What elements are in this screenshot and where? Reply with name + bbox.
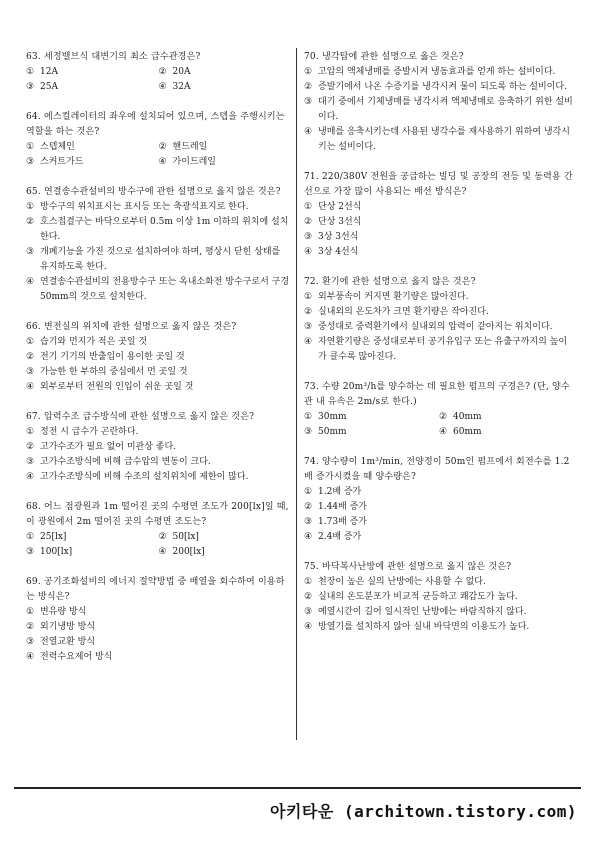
- answer-option[interactable]: [304, 215, 574, 230]
- footer-site-credit[interactable]: 아키타운 (architown.tistory.com): [269, 802, 577, 821]
- question-stem: 70. 냉각탑에 관한 설명으로 옳은 것은?: [304, 52, 464, 62]
- question-stem: 72. 환기에 관한 설명으로 옳지 않은 것은?: [304, 277, 476, 287]
- answer-option[interactable]: [26, 350, 291, 365]
- option-text: 3상 3선식: [318, 232, 359, 242]
- answer-options: [304, 290, 574, 365]
- answer-option[interactable]: [304, 290, 574, 305]
- question-stem: 65. 연결송수관설비의 방수구에 관한 설명으로 옳지 않은 것은?: [26, 187, 281, 197]
- column-divider: [296, 48, 297, 740]
- option-text: 증발기에서 나온 수증기를 냉각시켜 물이 되도록 하는 설비이다.: [318, 82, 567, 92]
- answer-option[interactable]: [26, 635, 291, 650]
- left-column: [26, 50, 291, 680]
- answer-options: [304, 410, 574, 440]
- option-text: 30mm: [318, 412, 347, 422]
- option-text: 25A: [40, 82, 58, 92]
- option-text: 실내외의 온도차가 크면 환기량은 작아진다.: [318, 307, 489, 317]
- question-stem: 74. 양수량이 1m³/min, 전양정이 50m인 펌프에서 회전수를 1.2배 증가시켰을 때 양수량은?: [304, 457, 570, 482]
- option-number: ④: [439, 427, 448, 437]
- answer-option[interactable]: [26, 155, 159, 170]
- option-text: 1.2배 증가: [318, 487, 362, 497]
- answer-option[interactable]: [304, 230, 574, 245]
- option-text: 1.73배 증가: [318, 517, 367, 527]
- answer-option[interactable]: [159, 140, 292, 155]
- answer-options: [304, 485, 574, 545]
- answer-option[interactable]: [26, 275, 291, 305]
- option-number: ③: [26, 247, 35, 257]
- question-stem: 66. 변전실의 위치에 관한 설명으로 옳지 않은 것은?: [26, 322, 237, 332]
- option-text: 40mm: [453, 412, 482, 422]
- option-text: 고가수조방식에 비해 수조의 설치위치에 제한이 많다.: [40, 472, 249, 482]
- option-number: ③: [26, 637, 35, 647]
- option-number: ②: [158, 142, 167, 152]
- option-text: 전력수요제어 방식: [40, 652, 113, 662]
- option-text: 실내의 온도분포가 비교적 균등하고 쾌감도가 높다.: [318, 592, 518, 602]
- answer-option[interactable]: [26, 365, 291, 380]
- answer-option[interactable]: [159, 80, 292, 95]
- option-text: 고압의 액체냉매를 증발시켜 냉동효과를 얻게 하는 설비이다.: [318, 67, 556, 77]
- answer-option[interactable]: [304, 515, 574, 530]
- answer-option[interactable]: [304, 125, 574, 155]
- option-number: ②: [304, 592, 313, 602]
- option-number: ④: [304, 337, 313, 347]
- answer-option[interactable]: [26, 530, 159, 545]
- answer-option[interactable]: [159, 155, 292, 170]
- answer-options: [26, 530, 291, 560]
- option-number: ③: [26, 367, 35, 377]
- option-text: 전열교환 방식: [40, 637, 96, 647]
- option-number: ④: [158, 157, 167, 167]
- option-number: ①: [304, 292, 313, 302]
- answer-option[interactable]: [26, 425, 291, 440]
- option-number: ②: [439, 412, 448, 422]
- option-number: ①: [26, 337, 35, 347]
- answer-option[interactable]: [304, 245, 574, 260]
- option-text: 12A: [40, 67, 58, 77]
- answer-option[interactable]: [304, 620, 574, 635]
- answer-option[interactable]: [304, 575, 574, 590]
- option-number: ①: [26, 427, 35, 437]
- answer-option[interactable]: [26, 140, 159, 155]
- option-text: 자연환기량은 중성대로부터 공기유입구 또는 유출구까지의 높이가 클수록 많아진다.: [318, 337, 568, 362]
- option-number: ①: [26, 202, 35, 212]
- answer-options: [304, 575, 574, 635]
- option-text: 50[lx]: [172, 532, 199, 542]
- answer-option[interactable]: [304, 590, 574, 605]
- question-stem: 68. 어느 점광원과 1m 떨어진 곳의 수평면 조도가 200[lx]일 때, 이 광원에서 2m 떨어진 곳의 수평면 조도는?: [26, 502, 289, 527]
- question-item: [304, 170, 574, 260]
- option-number: ④: [304, 622, 313, 632]
- option-text: 단상 3선식: [318, 217, 362, 227]
- option-text: 3상 4선식: [318, 247, 359, 257]
- option-number: ③: [26, 547, 35, 557]
- option-text: 외기냉방 방식: [40, 622, 96, 632]
- option-number: ④: [26, 277, 35, 287]
- answer-option[interactable]: [304, 335, 574, 365]
- option-text: 핸드레일: [172, 142, 208, 152]
- option-text: 습기와 먼지가 적은 곳일 것: [40, 337, 148, 347]
- option-text: 예열시간이 길어 일시적인 난방에는 바람직하지 않다.: [318, 607, 527, 617]
- answer-option[interactable]: [26, 440, 291, 455]
- option-number: ①: [26, 67, 35, 77]
- option-text: 고가수조방식에 비해 급수압의 변동이 크다.: [40, 457, 211, 467]
- option-number: ③: [26, 457, 35, 467]
- option-text: 방열기를 설치하지 않아 실내 바닥면의 이용도가 높다.: [318, 622, 530, 632]
- option-text: 스커트가드: [40, 157, 84, 167]
- question-item: [26, 185, 291, 305]
- option-text: 2.4배 증가: [318, 532, 362, 542]
- answer-option[interactable]: [26, 80, 159, 95]
- option-text: 외부풍속이 커지면 환기량은 많아진다.: [318, 292, 469, 302]
- option-text: 단상 2선식: [318, 202, 362, 212]
- option-number: ④: [304, 532, 313, 542]
- answer-option[interactable]: [26, 620, 291, 635]
- option-number: ①: [26, 532, 35, 542]
- option-text: 25[lx]: [40, 532, 67, 542]
- answer-options: [26, 200, 291, 305]
- option-text: 중성대로 중력환기에서 실내외의 압력이 같아지는 위치이다.: [318, 322, 553, 332]
- option-number: ③: [304, 322, 313, 332]
- answer-option[interactable]: [304, 500, 574, 515]
- answer-option[interactable]: [159, 65, 292, 80]
- answer-options: [304, 200, 574, 260]
- option-number: ①: [304, 202, 313, 212]
- answer-option[interactable]: [26, 335, 291, 350]
- question-stem: 71. 220/380V 전원을 공급하는 빌딩 및 공장의 전등 및 동력용 간선으로 가장 많이 사용되는 배선 방식은?: [304, 172, 573, 197]
- option-number: ④: [304, 247, 313, 257]
- option-text: 50mm: [318, 427, 347, 437]
- option-number: ③: [304, 427, 313, 437]
- question-item: [26, 320, 291, 395]
- footer-rule: [14, 787, 581, 789]
- option-number: ②: [304, 307, 313, 317]
- answer-option[interactable]: [26, 65, 159, 80]
- option-number: ④: [304, 127, 313, 137]
- question-stem: 63. 세정밸브식 대변기의 최소 급수관경은?: [26, 52, 201, 62]
- answer-option[interactable]: [159, 530, 292, 545]
- option-text: 60mm: [453, 427, 482, 437]
- answer-option[interactable]: [26, 650, 291, 665]
- option-text: 외부로부터 전원의 인입이 쉬운 곳일 것: [40, 382, 194, 392]
- option-number: ②: [158, 67, 167, 77]
- question-item: [304, 380, 574, 440]
- question-item: [26, 410, 291, 485]
- option-text: 정전 시 급수가 곤란하다.: [40, 427, 139, 437]
- option-number: ③: [304, 232, 313, 242]
- option-number: ②: [304, 217, 313, 227]
- answer-option[interactable]: [304, 605, 574, 620]
- option-text: 1.44배 증가: [318, 502, 367, 512]
- option-text: 100[lx]: [40, 547, 73, 557]
- right-column: [304, 50, 574, 650]
- option-number: ④: [26, 382, 35, 392]
- answer-option[interactable]: [26, 470, 291, 485]
- question-item: [26, 110, 291, 170]
- question-stem: 73. 수량 20m³/h를 양수하는 데 필요한 펌프의 구경은? (단, 양수관 내 유속은 2m/s로 한다.): [304, 382, 570, 407]
- question-stem: 69. 공기조화설비의 에너지 절약방법 중 배열을 회수하여 이용하는 방식은?: [26, 577, 285, 602]
- option-number: ②: [26, 352, 35, 362]
- question-item: [26, 575, 291, 665]
- option-text: 200[lx]: [172, 547, 205, 557]
- option-number: ①: [26, 142, 35, 152]
- answer-option[interactable]: [439, 425, 574, 440]
- option-number: ①: [304, 67, 313, 77]
- question-stem: 67. 압력수조 급수방식에 관한 설명으로 옳지 않은 것은?: [26, 412, 255, 422]
- option-text: 32A: [172, 82, 191, 92]
- question-item: [304, 50, 574, 155]
- answer-option[interactable]: [304, 305, 574, 320]
- answer-options: [26, 335, 291, 395]
- option-text: 가능한 한 부하의 중심에서 먼 곳일 것: [40, 367, 188, 377]
- option-number: ②: [26, 622, 35, 632]
- answer-option[interactable]: [26, 545, 159, 560]
- option-number: ④: [26, 652, 35, 662]
- answer-option[interactable]: [304, 425, 439, 440]
- option-number: ③: [304, 97, 313, 107]
- option-text: 변유량 방식: [40, 607, 87, 617]
- option-number: ②: [158, 532, 167, 542]
- answer-option[interactable]: [159, 545, 292, 560]
- option-text: 가이드레일: [172, 157, 216, 167]
- option-number: ②: [26, 442, 35, 452]
- option-number: ④: [158, 547, 167, 557]
- answer-option[interactable]: [26, 215, 291, 245]
- option-text: 20A: [172, 67, 191, 77]
- option-text: 냉매를 응축시키는데 사용된 냉각수를 재사용하기 위하여 냉각시키는 설비이다.: [318, 127, 570, 152]
- question-stem: 64. 에스컬레이터의 좌우에 설치되어 있으며, 스텝을 주행시키는 역할을 하는 것은?: [26, 112, 285, 137]
- answer-option[interactable]: [304, 95, 574, 125]
- question-item: [304, 455, 574, 545]
- option-number: ④: [26, 472, 35, 482]
- answer-option[interactable]: [439, 410, 574, 425]
- option-number: ④: [158, 82, 167, 92]
- answer-option[interactable]: [304, 485, 574, 500]
- answer-option[interactable]: [26, 455, 291, 470]
- answer-option[interactable]: [304, 65, 574, 80]
- option-text: 천장이 높은 실의 난방에는 사용할 수 없다.: [318, 577, 486, 587]
- answer-options: [26, 425, 291, 485]
- option-number: ③: [26, 157, 35, 167]
- answer-option[interactable]: [26, 200, 291, 215]
- option-number: ③: [26, 82, 35, 92]
- answer-options: [26, 605, 291, 665]
- option-number: ①: [304, 487, 313, 497]
- question-item: [26, 50, 291, 95]
- option-number: ③: [304, 607, 313, 617]
- question-item: [26, 500, 291, 560]
- option-number: ②: [304, 502, 313, 512]
- option-number: ①: [304, 412, 313, 422]
- option-text: 전기 기기의 반출입이 용이한 곳일 것: [40, 352, 185, 362]
- answer-options: [26, 140, 291, 170]
- answer-options: [304, 65, 574, 155]
- answer-option[interactable]: [304, 320, 574, 335]
- option-number: ②: [304, 82, 313, 92]
- option-text: 스텝체인: [40, 142, 75, 152]
- option-text: 개폐기능을 가진 것으로 설치하여야 하며, 평상시 닫힌 상태를 유지하도록 한다.: [40, 247, 281, 272]
- answer-option[interactable]: [304, 530, 574, 545]
- answer-option[interactable]: [304, 200, 574, 215]
- option-number: ②: [26, 217, 35, 227]
- answer-option[interactable]: [304, 80, 574, 95]
- option-text: 대기 중에서 기체냉매를 냉각시켜 액체냉매로 응축하기 위한 설비이다.: [318, 97, 573, 122]
- answer-option[interactable]: [26, 380, 291, 395]
- option-number: ③: [304, 517, 313, 527]
- question-item: [304, 560, 574, 635]
- option-text: 연결송수관설비의 전용방수구 또는 옥내소화전 방수구로서 구경 50mm의 것으로 설치한다.: [40, 277, 290, 302]
- option-text: 고가수조가 필요 없어 미관상 좋다.: [40, 442, 177, 452]
- question-stem: 75. 바닥복사난방에 관한 설명으로 옳지 않은 것은?: [304, 562, 512, 572]
- option-number: ①: [26, 607, 35, 617]
- option-text: 방수구의 위치표시는 표시등 또는 축광식표지로 한다.: [40, 202, 249, 212]
- answer-option[interactable]: [304, 410, 439, 425]
- answer-option[interactable]: [26, 605, 291, 620]
- option-text: 호스접결구는 바닥으로부터 0.5m 이상 1m 이하의 위치에 설치한다.: [40, 217, 289, 242]
- question-item: [304, 275, 574, 365]
- option-number: ①: [304, 577, 313, 587]
- answer-options: [26, 65, 291, 95]
- answer-option[interactable]: [26, 245, 291, 275]
